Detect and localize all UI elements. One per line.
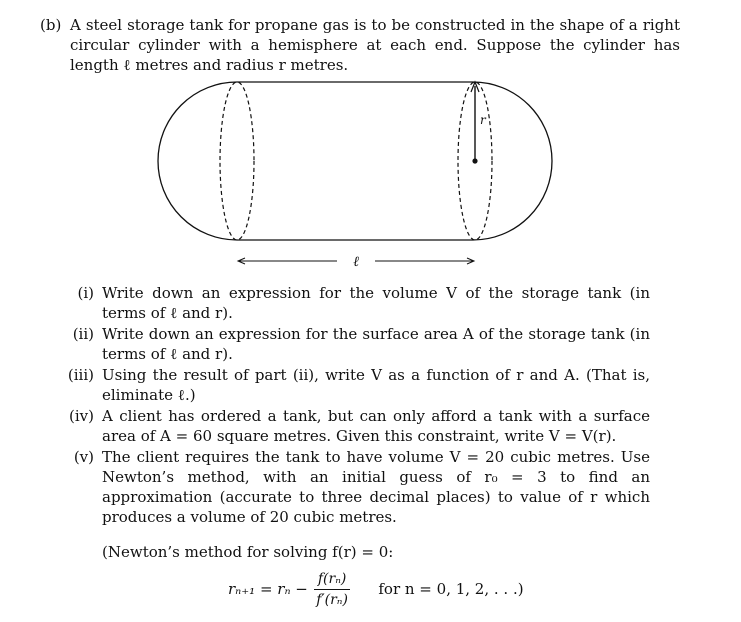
- question-intro: [40, 15, 680, 75]
- part-text: The client requires the tank to have volume V = 20 cubic metres. Use Newton’s method, with an initial guess of r₀ = 3 to find an approximation (accurate to three decimal places) to value of r which produces a volume of 20 cubic metres.: [102, 448, 650, 526]
- part-v: [60, 447, 650, 527]
- part-number: (ii): [72, 325, 94, 343]
- part-number: (v): [73, 448, 94, 466]
- part-ii: [60, 324, 650, 364]
- part-number: (iv): [69, 407, 94, 425]
- part-text: A client has ordered a tank, but can only afford a tank with a surface area of A = 60 square metres. Given this constraint, write V = V(r).: [102, 407, 650, 445]
- part-i: [60, 283, 650, 323]
- newton-note: (Newton’s method for solving f(r) = 0:: [102, 543, 394, 561]
- length-label: ℓ: [353, 254, 359, 270]
- part-text: Using the result of part (ii), write V as a function of r and A. (That is, eliminate ℓ.): [102, 366, 650, 404]
- formula-denominator: f′(rₙ): [316, 591, 348, 608]
- formula-lhs: rₙ₊₁ = rₙ −: [228, 580, 308, 598]
- part-iv: [60, 406, 650, 446]
- part-number: (iii): [67, 366, 94, 384]
- left-cross-section: [220, 82, 254, 240]
- question-text: A steel storage tank for propane gas is to be constructed in the shape of a right circular cylinder with a hemisphere at each end. Suppose the cylinder has length ℓ metres and radius r metres.: [70, 16, 680, 74]
- parts-list: [60, 283, 650, 528]
- formula-tail: for n = 0, 1, 2, . . .): [378, 580, 524, 598]
- part-iii: [60, 365, 650, 405]
- newton-formula: [228, 566, 524, 612]
- formula-numerator: f(rₙ): [314, 571, 350, 590]
- part-text: Write down an expression for the volume V of the storage tank (in terms of ℓ and r).: [102, 284, 650, 322]
- part-number: (i): [77, 284, 94, 302]
- radius-label: r: [480, 113, 486, 127]
- tank-diagram: [150, 76, 580, 276]
- part-text: Write down an expression for the surface area A of the storage tank (in terms of ℓ and r).: [102, 325, 650, 363]
- center-dot: [472, 158, 477, 163]
- tank-outline: [158, 82, 552, 240]
- question-label: (b): [40, 16, 62, 34]
- formula-fraction: [314, 571, 350, 608]
